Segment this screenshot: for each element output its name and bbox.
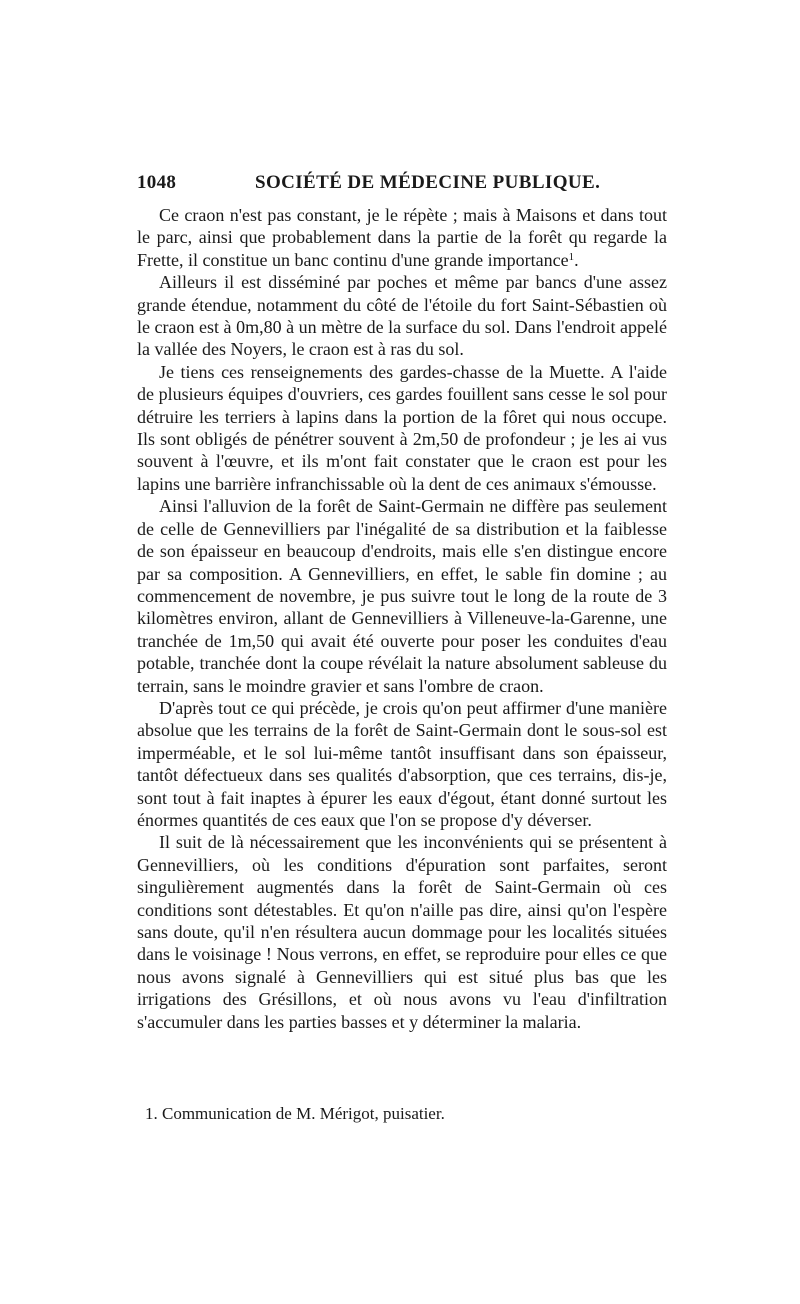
paragraph: Il suit de là nécessairement que les inconvénients qui se présentent à Gennevilliers, où les conditions d'épuration sont parfaites, seront singulièrement augmentés dans la forêt de Saint-Germain où ces conditions sont détestables. Et qu'on n'aille pas dire, ainsi qu'on l'espère sans doute, qu'il n'en résultera aucun dommage pour les localités situées dans le voisinage ! Nous verrons, en effet, se reproduire pour elles ce que nous avons signalé à Gennevilliers qui est situé plus bas que les irrigations des Grésillons, et où nous avons vu l'eau d'infiltration s'accumuler dans les parties basses et y déterminer la malaria. <box>137 832 667 1032</box>
page-number: 1048 <box>137 172 177 193</box>
footnote-reference: 1 <box>568 250 575 263</box>
paragraph: Ainsi l'alluvion de la forêt de Saint-Germain ne diffère pas seulement de celle de Gennevilliers par l'inégalité de sa distribution et la faiblesse de son épaisseur en beaucoup d'endroits, mais elle s'en distingue encore par sa composition. A Gennevilliers, en effet, le sable fin domine ; au commencement de novembre, je pus suivre tout le long de la route de 3 kilomètres environ, allant de Gennevilliers à Villeneuve-la-Garenne, une tranchée de 1m,50 qui avait été ouverte pour poser les conduites d'eau potable, tranchée dont la coupe révélait la nature absolument sableuse du terrain, sans le moindre gravier et sans l'ombre de craon. <box>137 496 667 696</box>
running-head <box>137 172 667 198</box>
paragraph: Ce craon n'est pas constant, je le répète ; mais à Maisons et dans tout le parc, ainsi que probablement dans la partie de la forêt qu regarde la Frette, il constitue un banc continu d'une grande importance$^1$. <box>137 205 667 270</box>
body-text <box>137 204 667 1033</box>
footnote: 1. Communication de M. Mérigot, puisatier. <box>145 1104 445 1123</box>
running-title: SOCIÉTÉ DE MÉDECINE PUBLIQUE. <box>255 172 601 193</box>
paragraph: Ailleurs il est disséminé par poches et même par bancs d'une assez grande étendue, notamment du côté de l'étoile du fort Saint-Sébastien où le craon est à 0m,80 à un mètre de la surface du sol. Dans l'endroit appelé la vallée des Noyers, le craon est à ras du sol. <box>137 272 667 360</box>
paragraph: Je tiens ces renseignements des gardes-chasse de la Muette. A l'aide de plusieurs équipes d'ouvriers, ces gardes fouillent sans cesse le sol pour détruire les terriers à lapins dans la portion de la fôret qui nous occupe. Ils sont obligés de pénétrer souvent à 2m,50 de profondeur ; je les ai vus souvent à l'œuvre, et ils m'ont fait constater que le craon est pour les lapins une barrière infranchissable où la dent de ces animaux s'émousse. <box>137 361 667 494</box>
paragraph: D'après tout ce qui précède, je crois qu'on peut affirmer d'une manière absolue que les terrains de la forêt de Saint-Germain dont le sous-sol est imperméable, et le sol lui-même tantôt insuffisant dans son épaisseur, tantôt défectueux dans ses qualités d'absorption, que ces terrains, dis-je, sont tout à fait inaptes à épurer les eaux d'égout, étant donné surtout les énormes quantités de ces eaux que l'on se propose d'y déverser. <box>137 697 667 830</box>
